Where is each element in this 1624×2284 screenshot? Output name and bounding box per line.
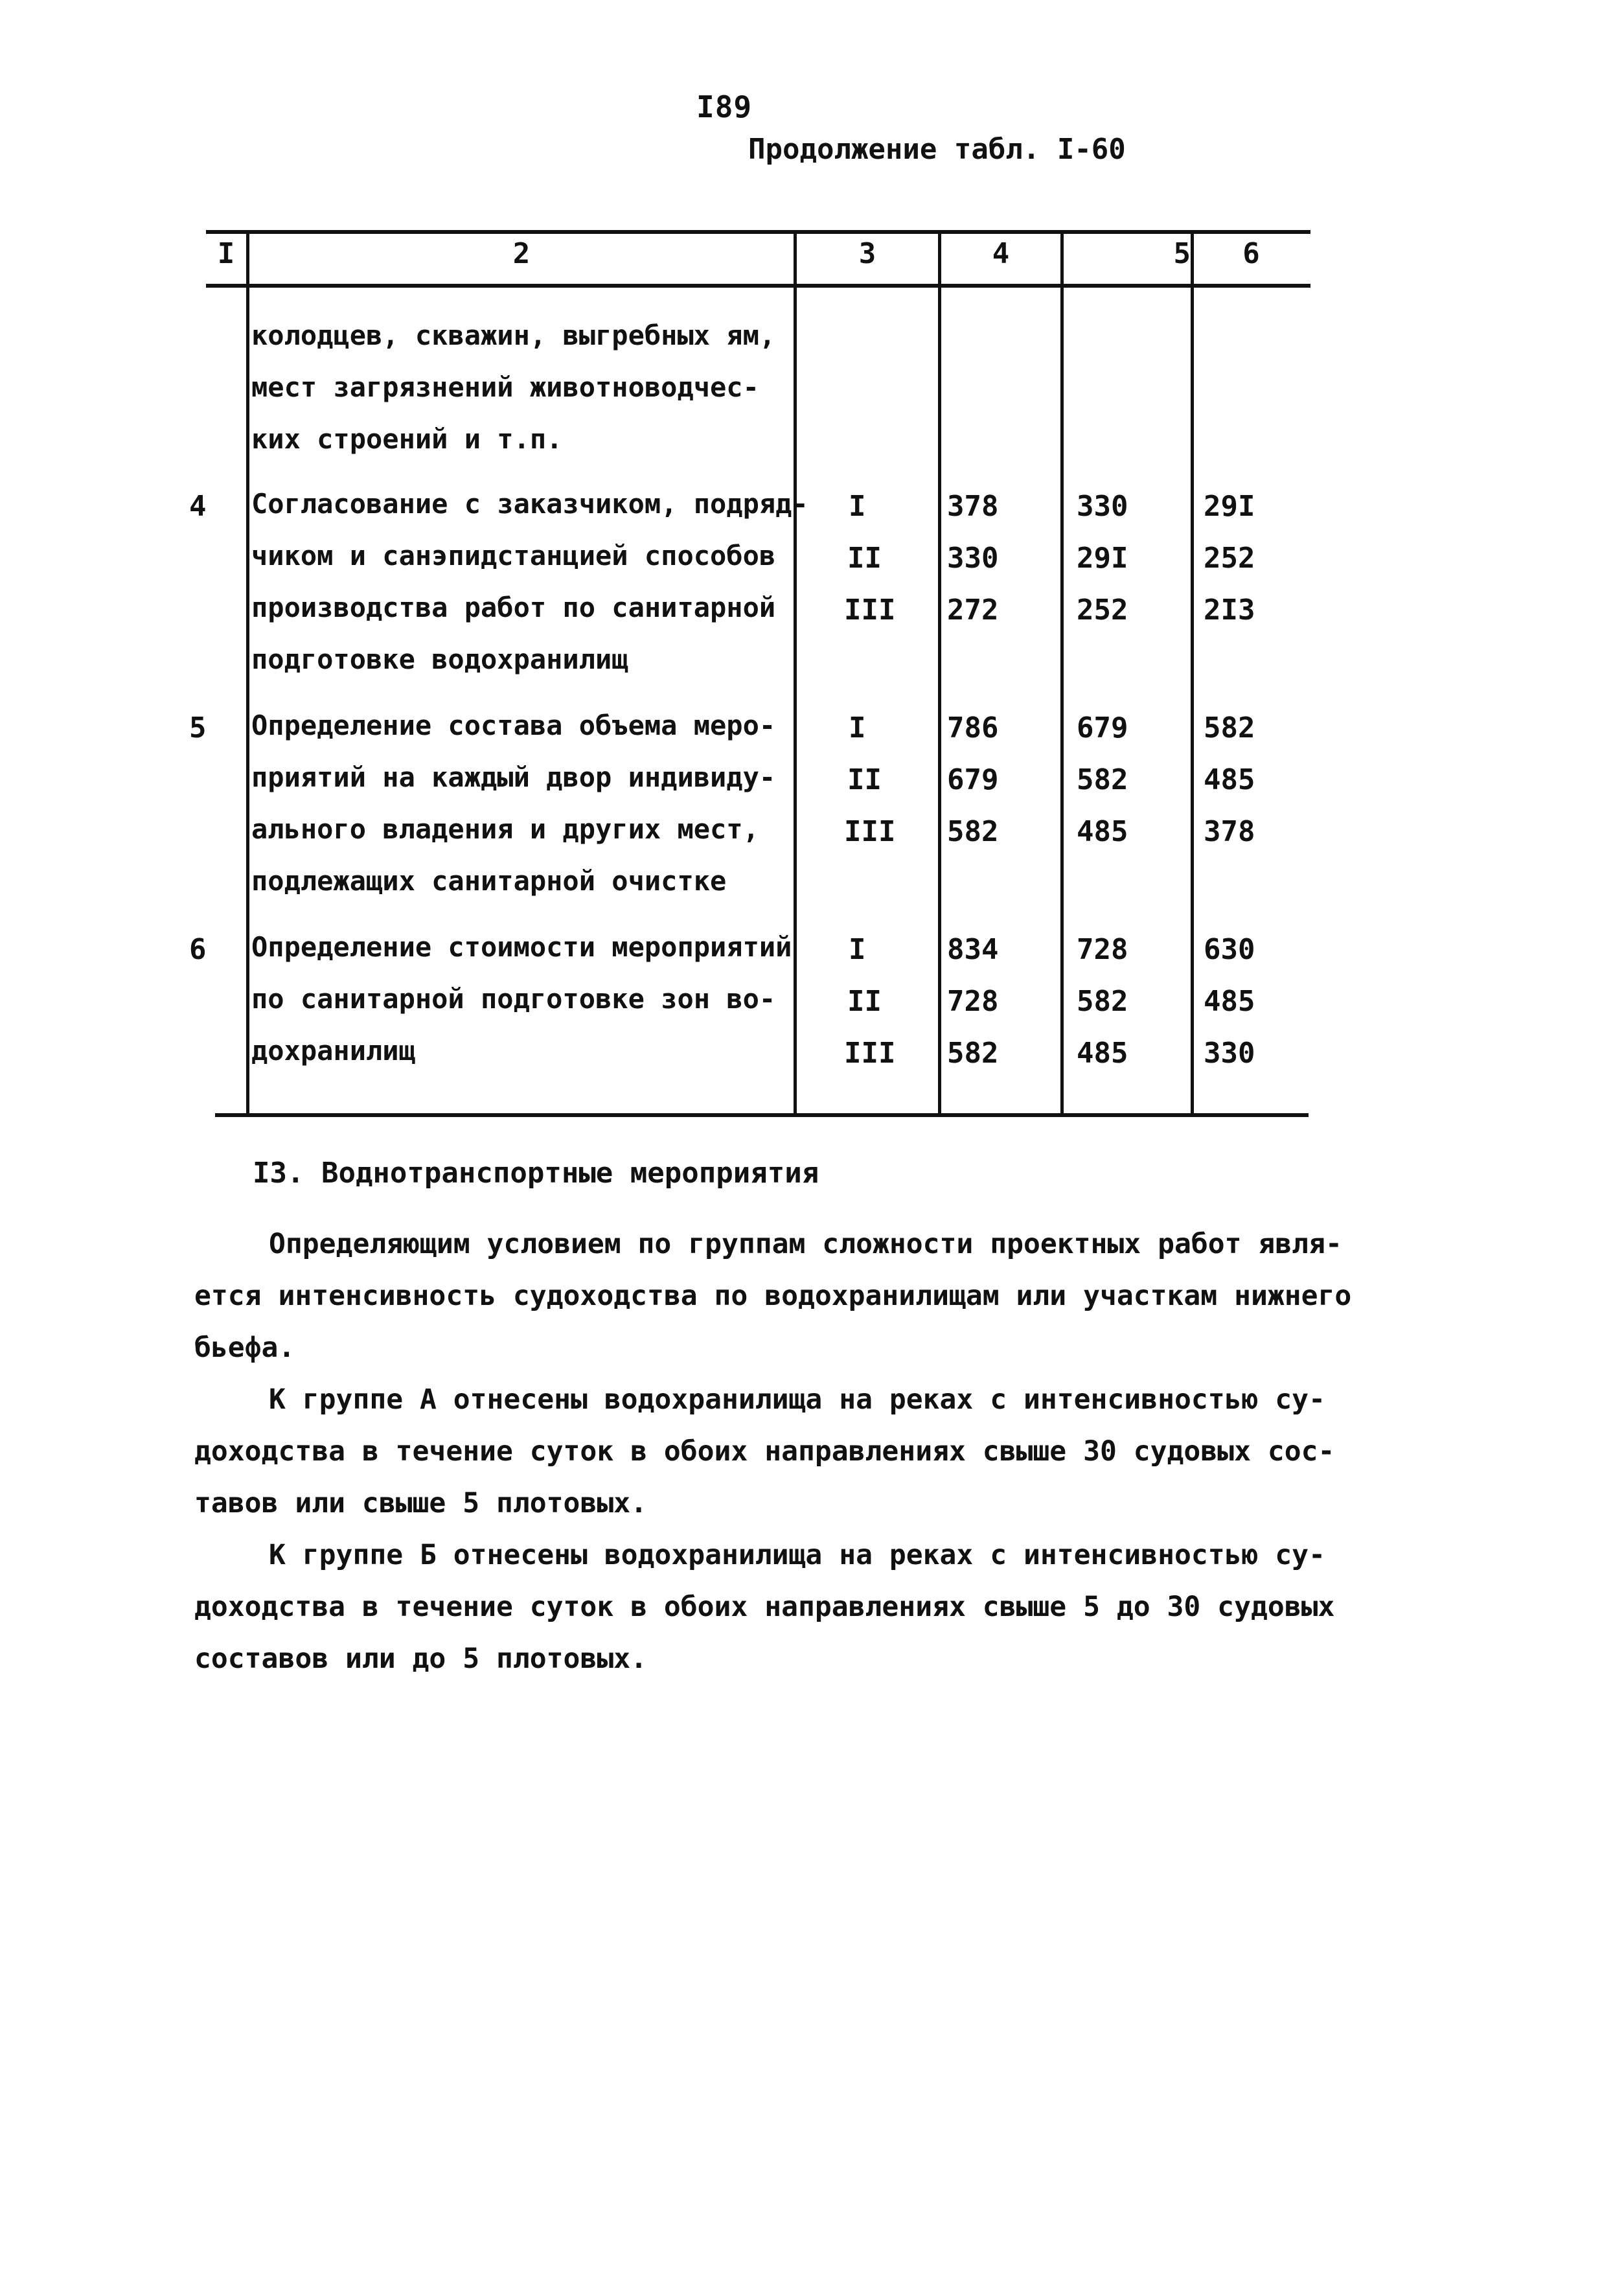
- text-line: ких строений и т.п.: [251, 423, 563, 455]
- table-col-divider-5: [1191, 232, 1194, 1114]
- continuation-text: [251, 310, 775, 465]
- text-line: ального владения и других мест,: [251, 813, 759, 845]
- text-line: мест загрязнений животноводчес-: [251, 371, 759, 403]
- value-cell: 582: [1077, 985, 1128, 1018]
- value-cell: 330: [947, 542, 999, 575]
- value-cell: 29I: [1204, 490, 1255, 523]
- text-line: производства работ по санитарной: [251, 592, 776, 623]
- group-cell: III: [844, 1037, 896, 1070]
- group-cell: I: [849, 711, 866, 744]
- value-cell: 378: [1204, 815, 1255, 848]
- value-cell: 330: [1204, 1037, 1255, 1070]
- group-cell: II: [847, 763, 882, 796]
- paragraph-line: составов или до 5 плотовых.: [194, 1643, 647, 1675]
- value-cell: 834: [947, 933, 999, 966]
- text-line: подготовке водохранилищ: [251, 643, 628, 675]
- group-cell: II: [847, 542, 882, 575]
- table-header-cell: 3: [858, 237, 876, 270]
- value-cell: 485: [1077, 1037, 1128, 1070]
- row-number: 5: [189, 711, 207, 744]
- value-cell: 786: [947, 711, 999, 744]
- text-line: подлежащих санитарной очистке: [251, 865, 727, 897]
- table-caption: Продолжение табл. I-60: [748, 133, 1126, 166]
- paragraph-line: доходства в течение суток в обоих направлениях свыше 5 до 30 судовых: [194, 1591, 1335, 1623]
- value-cell: 378: [947, 490, 999, 523]
- value-cell: 252: [1204, 542, 1255, 575]
- group-cell: III: [844, 815, 896, 848]
- paragraph-line: бьефа.: [194, 1332, 295, 1364]
- group-cell: II: [847, 985, 882, 1018]
- text-line: Определение состава объема меро-: [251, 709, 776, 741]
- value-cell: 330: [1077, 490, 1128, 523]
- row-number: 6: [189, 933, 207, 966]
- table-header-border: [206, 284, 1310, 288]
- text-line: приятий на каждый двор индивиду-: [251, 761, 776, 793]
- value-cell: 582: [1204, 711, 1255, 744]
- paragraph-line: доходства в течение суток в обоих направлениях свыше 30 судовых сос-: [194, 1435, 1335, 1468]
- value-cell: 29I: [1077, 542, 1128, 575]
- value-cell: 728: [947, 985, 999, 1018]
- paragraph-line: К группе Б отнесены водохранилища на реках с интенсивностью су-: [269, 1539, 1325, 1571]
- value-cell: 679: [947, 763, 999, 796]
- row-description: [251, 700, 775, 907]
- table-col-divider-3: [938, 232, 941, 1114]
- paragraph-line: тавов или свыше 5 плотовых.: [194, 1487, 647, 1519]
- table-header-cell: 6: [1242, 237, 1260, 270]
- group-cell: I: [849, 490, 866, 523]
- value-cell: 485: [1077, 815, 1128, 848]
- table-col-divider-1: [246, 232, 249, 1114]
- text-line: по санитарной подготовке зон во-: [251, 983, 776, 1015]
- row-description: [251, 478, 808, 686]
- value-cell: 2I3: [1204, 594, 1255, 627]
- text-line: колодцев, скважин, выгребных ям,: [251, 319, 776, 351]
- text-line: чиком и санэпидстанцией способов: [251, 540, 776, 571]
- table-top-border: [206, 230, 1310, 234]
- row-description: [251, 921, 792, 1077]
- paragraph-line: Определяющим условием по группам сложности проектных работ явля-: [269, 1228, 1342, 1260]
- group-cell: I: [849, 933, 866, 966]
- paragraph: [194, 1529, 1335, 1685]
- table-bottom-border: [215, 1113, 1309, 1117]
- text-line: Определение стоимости мероприятий: [251, 931, 792, 963]
- paragraph-line: ется интенсивность судоходства по водохранилищам или участкам нижнего: [194, 1280, 1352, 1312]
- value-cell: 252: [1077, 594, 1128, 627]
- paragraph-line: К группе А отнесены водохранилища на реках с интенсивностью су-: [269, 1383, 1325, 1416]
- text-line: дохранилищ: [251, 1035, 415, 1067]
- value-cell: 630: [1204, 933, 1255, 966]
- value-cell: 485: [1204, 985, 1255, 1018]
- value-cell: 728: [1077, 933, 1128, 966]
- table-header-cell: 2: [512, 237, 531, 270]
- value-cell: 272: [947, 594, 999, 627]
- paragraph: [194, 1374, 1335, 1529]
- table-header-cell: I: [217, 237, 235, 270]
- table-header-cell: 5: [1173, 237, 1191, 270]
- text-line: Согласование с заказчиком, подряд-: [251, 488, 808, 520]
- value-cell: 582: [1077, 763, 1128, 796]
- table-header-cell: 4: [992, 237, 1010, 270]
- value-cell: 582: [947, 815, 999, 848]
- section-heading: I3. Воднотранспортные мероприятия: [253, 1157, 819, 1190]
- paragraph: [194, 1218, 1352, 1374]
- value-cell: 679: [1077, 711, 1128, 744]
- table-col-divider-4: [1060, 232, 1064, 1114]
- row-number: 4: [189, 490, 207, 523]
- page-number: I89: [696, 89, 753, 124]
- value-cell: 485: [1204, 763, 1255, 796]
- value-cell: 582: [947, 1037, 999, 1070]
- group-cell: III: [844, 594, 896, 627]
